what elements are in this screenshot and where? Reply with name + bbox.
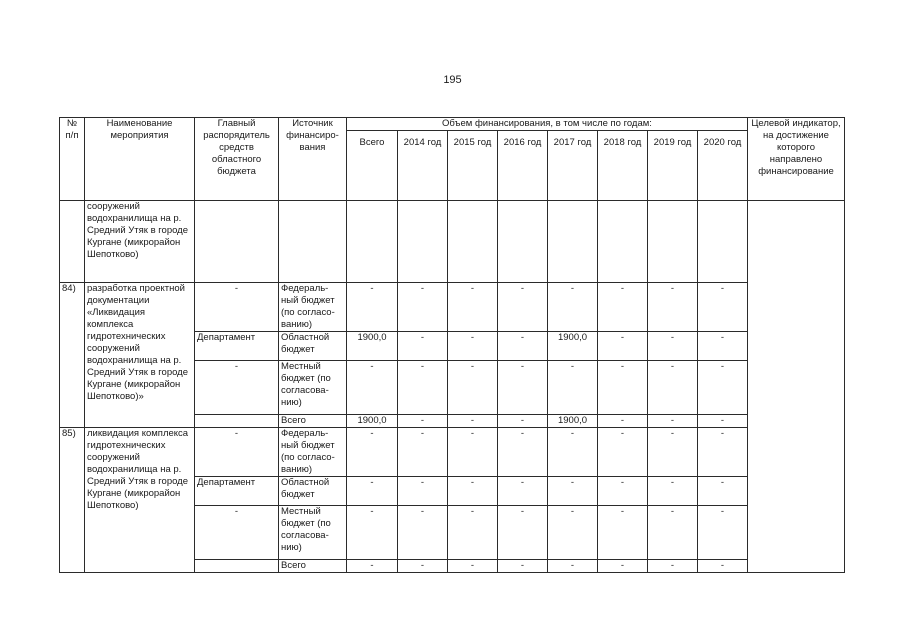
page-number: 195 — [443, 74, 462, 86]
cell-value: - — [648, 506, 698, 560]
cell-value: - — [648, 332, 698, 361]
cell-name: сооружений водохранилища на р. Средний Утяк в городе Кургане (микрорайон Шепотково) — [85, 201, 195, 283]
cell-value — [698, 201, 748, 283]
cell-value: - — [598, 415, 648, 428]
cell-value: - — [698, 477, 748, 506]
cell-value: - — [698, 361, 748, 415]
cell-value: 1900,0 — [347, 332, 398, 361]
cell-value: - — [398, 415, 448, 428]
cell-value: - — [698, 283, 748, 332]
header-source: Источник финансиро-вания — [279, 118, 347, 201]
cell-value — [548, 201, 598, 283]
cell-value: - — [698, 506, 748, 560]
cell-manager: Департамент — [195, 332, 279, 361]
cell-value: - — [548, 428, 598, 477]
cell-value: - — [448, 415, 498, 428]
cell-value: - — [398, 361, 448, 415]
cell-source: Всего — [279, 560, 347, 573]
header-year: 2020 год — [698, 131, 748, 201]
cell-value: - — [347, 428, 398, 477]
cell-value: - — [598, 428, 648, 477]
cell-value: - — [698, 415, 748, 428]
cell-value: - — [648, 283, 698, 332]
cell-value: - — [648, 415, 698, 428]
cell-manager: - — [195, 428, 279, 477]
table-row — [60, 428, 845, 477]
cell-value — [498, 201, 548, 283]
item-number: 84) — [60, 283, 85, 428]
cell-source: Местный бюджет (по согласова-нию) — [279, 361, 347, 415]
financing-table — [59, 117, 845, 573]
cell-value — [598, 201, 648, 283]
cell-value: 1900,0 — [548, 415, 598, 428]
cell-value: - — [548, 560, 598, 573]
cell-value: - — [448, 332, 498, 361]
cell-target — [748, 201, 845, 573]
header-year: 2017 год — [548, 131, 598, 201]
cell-value: - — [498, 332, 548, 361]
cell-value: - — [498, 506, 548, 560]
cell-value: - — [347, 477, 398, 506]
cell-manager: - — [195, 361, 279, 415]
cell-value: - — [398, 332, 448, 361]
cell-value: - — [347, 506, 398, 560]
header-year: 2014 год — [398, 131, 448, 201]
cell-value: 1900,0 — [347, 415, 398, 428]
cell-value: - — [698, 428, 748, 477]
header-name: Наименование мероприятия — [85, 118, 195, 201]
cell-value: - — [498, 283, 548, 332]
header-year: Всего — [347, 131, 398, 201]
cell-source: Областной бюджет — [279, 332, 347, 361]
cell-value: - — [648, 361, 698, 415]
cell-source: Всего — [279, 415, 347, 428]
cell-value: - — [548, 506, 598, 560]
cell-value: - — [698, 560, 748, 573]
cell-value: - — [448, 506, 498, 560]
cell-value: - — [498, 415, 548, 428]
cell-value: - — [448, 477, 498, 506]
cell-value: - — [698, 332, 748, 361]
cell-value — [448, 201, 498, 283]
header-target: Целевой индикатор, на достижение которого направлено финансирование — [748, 118, 845, 201]
cell-value: - — [398, 477, 448, 506]
cell-source: Местный бюджет (по согласова-нию) — [279, 506, 347, 560]
header-year: 2016 год — [498, 131, 548, 201]
cell-value: - — [598, 283, 648, 332]
cell-value: - — [347, 361, 398, 415]
cell-value: - — [598, 506, 648, 560]
cell-value: - — [598, 477, 648, 506]
cell-source: Федераль-ный бюджет (по согласо-ванию) — [279, 428, 347, 477]
cell-value — [398, 201, 448, 283]
cell-manager — [195, 560, 279, 573]
cell-value: - — [548, 283, 598, 332]
cell-value: - — [448, 560, 498, 573]
header-year: 2019 год — [648, 131, 698, 201]
cell-manager: Департамент — [195, 477, 279, 506]
cell-value: - — [498, 361, 548, 415]
cell-value — [648, 201, 698, 283]
cell-manager: - — [195, 506, 279, 560]
table-row — [60, 201, 845, 283]
cell-value: - — [347, 283, 398, 332]
header-no: № п/п — [60, 118, 85, 201]
cell-value: - — [448, 361, 498, 415]
cell-value: - — [548, 477, 598, 506]
cell-manager: - — [195, 283, 279, 332]
header-row — [60, 118, 845, 131]
cell-source — [279, 201, 347, 283]
cell-manager — [195, 201, 279, 283]
header-volume: Объем финансирования, в том числе по годам: — [347, 118, 748, 131]
cell-value: - — [448, 428, 498, 477]
cell-value — [347, 201, 398, 283]
header-manager: Главный распорядитель средств областного бюджета — [195, 118, 279, 201]
cell-value: - — [598, 560, 648, 573]
cell-value: - — [398, 428, 448, 477]
cell-value: - — [498, 477, 548, 506]
cell-value: - — [498, 428, 548, 477]
table-row — [60, 283, 845, 332]
cell-value: - — [548, 361, 598, 415]
cell-value: - — [648, 560, 698, 573]
cell-source: Областной бюджет — [279, 477, 347, 506]
header-year: 2015 год — [448, 131, 498, 201]
cell-value: - — [398, 560, 448, 573]
cell-manager — [195, 415, 279, 428]
cell-value: - — [598, 332, 648, 361]
item-name: разработка проектной документации «Ликвидация комплекса гидротехнических сооружений водохранилища на р. Средний Утяк в городе Кургане (микрорайон Шепотково)» — [85, 283, 195, 428]
cell-value: - — [398, 283, 448, 332]
cell-value: 1900,0 — [548, 332, 598, 361]
item-number: 85) — [60, 428, 85, 573]
cell-value: - — [648, 428, 698, 477]
cell-source: Федераль-ный бюджет (по согласо-ванию) — [279, 283, 347, 332]
header-year: 2018 год — [598, 131, 648, 201]
item-name: ликвидация комплекса гидротехнических сооружений водохранилища на р. Средний Утяк в городе Кургане (микрорайон Шепотково) — [85, 428, 195, 573]
cell-value: - — [648, 477, 698, 506]
cell-value: - — [498, 560, 548, 573]
cell-value: - — [598, 361, 648, 415]
cell-value: - — [347, 560, 398, 573]
cell-value: - — [448, 283, 498, 332]
cell-value: - — [398, 506, 448, 560]
cell-no — [60, 201, 85, 283]
